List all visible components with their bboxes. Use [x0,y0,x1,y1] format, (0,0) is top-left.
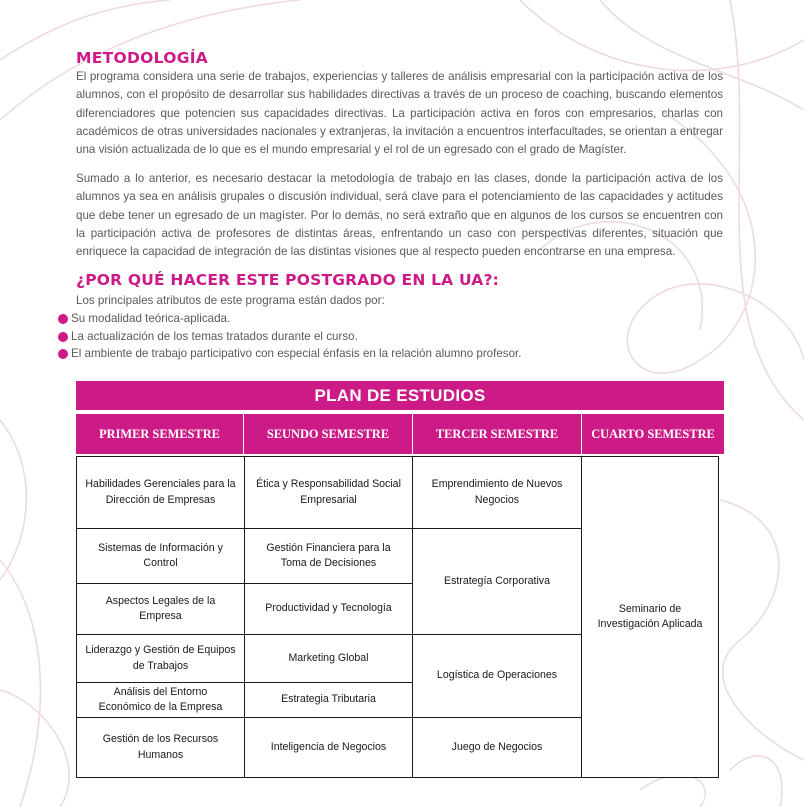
table-cell: Inteligencia de Negocios [270,740,387,753]
table-cell: Gestión de los Recursos Humanos [102,733,219,761]
table-cell: Logística de Operaciones [436,669,558,682]
table-cell: Ética y Responsabilidad Social Empresarial [256,478,401,506]
bullet-dot-icon [58,314,68,324]
list-item-text: La actualización de los temas tratados durante el curso. [71,329,358,343]
table-cell: Aspectos Legales de la Empresa [105,594,216,622]
list-item [58,328,522,346]
header-primer-semestre: PRIMER SEMESTRE [99,427,220,441]
table-cell: Juego de Negocios [451,740,543,753]
atributos-list [58,310,522,363]
table-cell: Liderazgo y Gestión de Equipos de Trabajos [85,644,236,672]
plan-de-estudios-table [76,456,719,778]
por-que-heading: ¿POR QUÉ HACER ESTE POSTGRADO EN LA UA?: [76,271,500,289]
table-cell: Marketing Global [288,651,369,664]
table-cell: Gestión Financiera para la Toma de Decisiones [266,541,391,569]
list-item-text: Su modalidad teórica-aplicada. [71,312,231,325]
bullet-dot-icon [58,332,68,342]
bullet-dot-icon [58,349,68,359]
semester-header-row [76,414,724,454]
list-item-text: El ambiente de trabajo participativo con especial énfasis en la relación alumno profesor. [71,347,522,361]
metodologia-heading: METODOLOGÍA [76,49,209,67]
table-cell: Sistemas de Información y Control [98,541,223,569]
table-cell: Seminario de Investigación Aplicada [597,602,703,630]
table-cell: Estrategia Tributaria [281,693,376,706]
header-cuarto-semestre: CUARTO SEMESTRE [591,427,715,441]
metodologia-paragraph-2: Sumado a lo anterior, es necesario destacar la metodología de trabajo en las clases, donde la participación activa de los alumnos ya sea en análisis grupales o discusión individual, será clave para el potenciamiento de las capacidades y actitudes que debe tener un egresado de un magíster. Por lo demás, no será extraño que en algunos de los cursos se encuentren con la participación activa de profesores de distintas áreas, enfrentando un caso con perspectivas diferentes, situación que enriquece la capacidad de integración de las distintas visiones que al respecto pueden encontrarse en una empresa. [76,172,723,259]
metodologia-paragraph-1: El programa considera una serie de trabajos, experiencias y talleres de análisis empresarial con la participación activa de los alumnos, con el propósito de desarrollar sus habilidades directivas a través de un proceso de coaching, buscando elementos diferenciadores que potencien sus capacidades directivas. La participación activa en foros con empresarios, charlas con académicos de otras universidades nacionales y extranjeras, la invitación a encuentros interfacultades, se orientan a entregar una visión actualizada de lo que es el mundo empresarial y el rol de un egresado con el grado de Magíster. [76,70,723,157]
list-item [58,310,522,328]
atributos-intro: Los principales atributos de este programa están dados por: [76,294,385,307]
header-tercer-semestre: TERCER SEMESTRE [435,427,559,441]
table-cell: Estrategía Corporativa [444,574,550,587]
table-cell: Productividad y Tecnología [265,602,392,615]
table-cell: Análisis del Entorno Económico de la Empresa [98,685,223,713]
table-cell: Habilidades Gerenciales para la Dirección de Empresas [85,478,236,506]
table-cell: Emprendimiento de Nuevos Negocios [431,478,563,506]
list-item [58,345,522,363]
header-segundo-semestre: SEUNDO SEMESTRE [266,427,390,441]
plan-de-estudios-title: PLAN DE ESTUDIOS [76,381,724,410]
